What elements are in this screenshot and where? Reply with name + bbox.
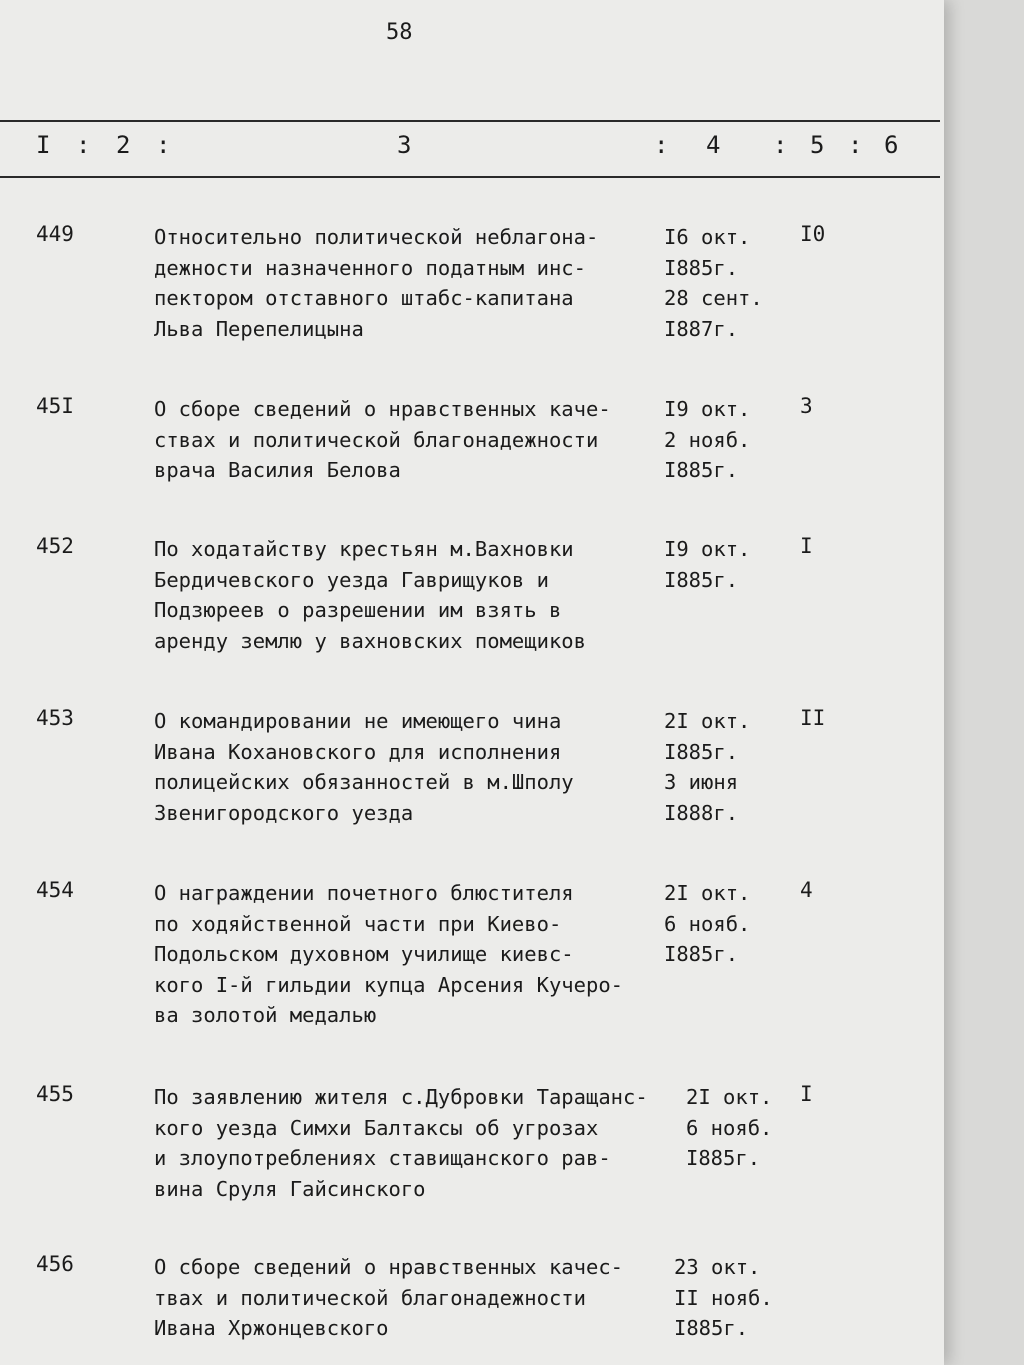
column-header-6: 6 [884,131,899,159]
date-line: I885г. [674,1316,749,1340]
title-line: и злоупотреблениях ставищанского рав- [154,1146,611,1170]
title-line: аренду землю у вахновских помещиков [154,628,586,653]
title-line: вина Сруля Гайсинского [154,1176,426,1201]
date-line: 28 сент. [664,286,763,310]
title-line: О сборе сведений о нравственных каче- [154,397,611,421]
column-header-1: I [36,131,51,159]
column-header-4: 4 [706,131,721,159]
date-line: I885г. [664,567,739,592]
title-line: Звенигородского уезда [154,800,414,825]
date-line: I888г. [664,800,739,825]
title-line: врача Василия Белова [154,458,401,482]
date-line: 3 июня [664,770,739,794]
title-line: кого уезда Симхи Балтаксы об угрозах [154,1115,599,1140]
column-header-3: 3 [397,131,412,159]
header-rule-bottom [0,176,940,178]
page-number: 58 [386,20,413,45]
record-number: 455 [36,1082,74,1106]
record-sheets: II [800,706,826,730]
date-line: I6 окт. [664,225,751,249]
record-dates [664,222,784,344]
date-line: 2I окт. [664,709,751,733]
record-sheets: I0 [800,222,826,246]
title-line: Ивана Кохановского для исполнения [154,739,562,764]
title-line: Бердичевского уезда Гаврищуков и [154,567,549,592]
record-title [154,878,674,1031]
record-number: 452 [36,534,74,558]
title-line: По заявлению жителя с.Дубровки Таращанс- [154,1085,648,1109]
record-title [154,1252,674,1344]
column-header-sep: : [773,131,788,159]
record-sheets: I [800,534,813,558]
date-line: I885г. [664,255,739,280]
date-line: I9 окт. [664,397,751,421]
column-header-sep: : [848,131,863,159]
record-title [154,1082,674,1204]
title-line: Ивана Хржонцевского [154,1316,389,1340]
date-line: I885г. [664,458,739,482]
title-line: Подольском духовном училище киевс- [154,942,574,966]
record-number: 449 [36,222,74,246]
title-line: О награждении почетного блюстителя [154,881,574,905]
column-header-5: 5 [810,131,825,159]
column-header-sep: : [654,131,669,159]
date-line: I885г. [686,1146,761,1170]
record-title [154,394,674,486]
title-line: кого I-й гильдии купца Арсения Кучеро- [154,972,623,997]
title-line: О командировании не имеющего чина [154,709,562,733]
title-line: дежности назначенного податным инс- [154,255,586,280]
date-line: 2I окт. [686,1085,773,1109]
title-line: Подзюреев о разрешении им взять в [154,598,562,622]
record-sheets: I [800,1082,813,1106]
column-header-2: 2 [116,131,131,159]
record-title [154,534,674,656]
record-dates [664,878,784,970]
title-line: полицейских обязанностей в м.Шполу [154,770,574,794]
record-number: 453 [36,706,74,730]
record-title [154,222,674,344]
record-number: 456 [36,1252,74,1276]
record-sheets: 4 [800,878,813,902]
date-line: 23 окт. [674,1255,761,1279]
title-line: твах и политической благонадежности [154,1285,586,1310]
date-line: II нояб. [674,1285,773,1310]
date-line: 6 нояб. [664,911,751,936]
date-line: I885г. [664,942,739,966]
header-rule-top [0,120,940,122]
record-dates [686,1082,806,1174]
column-header-sep: : [76,131,91,159]
record-dates [664,534,784,595]
record-sheets: 3 [800,394,813,418]
record-title [154,706,674,828]
date-line: 6 нояб. [686,1115,773,1140]
date-line: 2I окт. [664,881,751,905]
date-line: I9 окт. [664,537,751,561]
record-number: 454 [36,878,74,902]
title-line: Льва Перепелицына [154,316,364,341]
title-line: пектором отставного штабс-капитана [154,286,574,310]
column-header-sep: : [156,131,171,159]
title-line: О сборе сведений о нравственных качес- [154,1255,623,1279]
date-line: I887г. [664,316,739,341]
title-line: по ходяйственной части при Киево- [154,911,562,936]
date-line: I885г. [664,739,739,764]
title-line: ствах и политической благонадежности [154,427,599,452]
record-number: 45I [36,394,74,418]
date-line: 2 нояб. [664,427,751,452]
record-dates [664,394,784,486]
title-line: ва золотой медалью [154,1003,377,1027]
record-dates [664,706,784,828]
record-dates [674,1252,794,1344]
title-line: По ходатайству крестьян м.Вахновки [154,537,574,561]
title-line: Относительно политической неблагона- [154,225,599,249]
